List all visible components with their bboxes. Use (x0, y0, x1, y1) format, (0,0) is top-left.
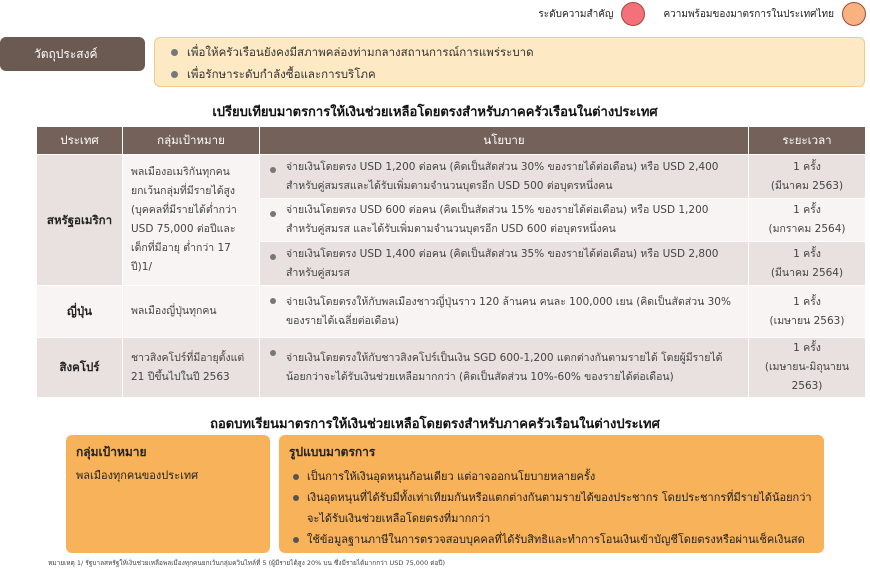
lesson-form-box (279, 435, 824, 553)
comparison-table (36, 126, 866, 398)
period-japan (749, 286, 866, 338)
importance-label: ระดับความสำคัญ (538, 8, 614, 20)
readiness-label: ความพร้อมของมาตรการในประเทศไทย (663, 8, 834, 20)
footnote: หมายเหตุ 1/ รัฐบาลสหรัฐให้เงินช่วยเหลือพลเมืองทุกคนยกเว้นกลุ่มควินไทล์ที่ 5 (ผู้มีรายได้สูง 20% บน ซึ่งมีรายได้มากกว่า USD 75,000 ต่อปี) (48, 559, 446, 567)
table-row (37, 155, 866, 199)
country-japan: ญี่ปุ่น (37, 286, 123, 338)
period-line: 1 ครั้ง (793, 247, 821, 260)
objective-tag: วัตถุประสงค์ (0, 37, 145, 71)
policy-us-1: จ่ายเงินโดยตรง USD 1,200 ต่อคน (คิดเป็นสัดส่วน 30% ของรายได้ต่อเดือน) หรือ USD 2,400 สำหรับคู่สมรสและได้รับเพิ่มตามจำนวนบุตรอีก USD 500 ต่อบุตรหนึ่งคน (260, 155, 749, 199)
lesson-form-item: ใช้ข้อมูลฐานภาษีในการตรวจสอบบุคคลที่ได้รับสิทธิและทำการโอนเงินเข้าบัญชีโดยตรงหรือผ่านเช็คเงินสด (289, 529, 814, 550)
period-line: 1 ครั้ง (793, 204, 821, 216)
period-line: (เมษายน 2563) (769, 314, 845, 327)
period-line: 1 ครั้ง (793, 160, 821, 173)
period-line: (มกราคม 2564) (768, 223, 846, 235)
period-line: 1 ครั้ง (793, 295, 821, 308)
comparison-title: เปรียบเทียบมาตรการให้เงินช่วยเหลือโดยตรงสำหรับภาคครัวเรือนในต่างประเทศ (212, 105, 658, 120)
header-policy: นโยบาย (260, 127, 749, 155)
period-singapore (749, 338, 866, 398)
target-us: พลเมืองอเมริกันทุกคน ยกเว้นกลุ่มที่มีรายได้สูง (บุคคลที่มีรายได้ต่ำกว่า USD 75,000 ต่อปีและเด็กที่มีอายุ ต่ำกว่า 17 ปี)1/ (123, 155, 260, 286)
country-us: สหรัฐอเมริกา (37, 155, 123, 286)
legend (538, 2, 866, 26)
table-row (37, 338, 866, 398)
objective-item: เพื่อให้ครัวเรือนยังคงมีสภาพคล่องท่ามกลางสถานการณ์การแพร่ระบาด (169, 41, 850, 63)
lesson-form-item: เป็นการให้เงินอุดหนุนก้อนเดียว แต่อาจออกนโยบายหลายครั้ง (289, 466, 814, 487)
lesson-target-text: พลเมืองทุกคนของประเทศ (76, 469, 199, 482)
target-japan: พลเมืองญี่ปุ่นทุกคน (123, 286, 260, 338)
period-us-1 (749, 155, 866, 199)
lessons-title: ถอดบทเรียนมาตรการให้เงินช่วยเหลือโดยตรงสำหรับภาคครัวเรือนในต่างประเทศ (210, 417, 660, 432)
policy-us-3: จ่ายเงินโดยตรง USD 1,400 ต่อคน (คิดเป็นสัดส่วน 35% ของรายได้ต่อเดือน) หรือ USD 2,800 สำหรับคู่สมรส (260, 242, 749, 286)
header-period: ระยะเวลา (749, 127, 866, 155)
lesson-target-box (66, 435, 270, 553)
header-country: ประเทศ (37, 127, 123, 155)
period-line: 1 ครั้ง (793, 342, 821, 354)
lesson-target-head: กลุ่มเป้าหมาย (76, 445, 147, 459)
period-line: (มีนาคม 2564) (770, 266, 844, 279)
objective-item: เพื่อรักษาระดับกำลังซื้อและการบริโภค (169, 63, 850, 85)
lesson-form-item: เงินอุดหนุนที่ได้รับมีทั้งเท่าเทียมกันหรือแตกต่างกันตามรายได้ของประชากร โดยประชากรที่มีรายได้น้อยกว่าจะได้รับเงินช่วยเหลือโดยตรงที่มากกว่า (289, 487, 814, 529)
policy-singapore: จ่ายเงินโดยตรงให้กับชาวสิงคโปร์เป็นเงิน SGD 600-1,200 แตกต่างกันตามรายได้ โดยผู้มีรายได้น้อยกว่าจะได้รับเงินช่วยเหลือมากกว่า (คิดเป็นสัดส่วน 10%-60% ของรายได้ต่อเดือน) (260, 338, 749, 398)
period-line: (เมษายน-มิถุนายน (764, 361, 850, 373)
lesson-form-head: รูปแบบมาตรการ (289, 445, 376, 459)
country-singapore: สิงคโปร์ (37, 338, 123, 398)
target-singapore: ชาวสิงคโปร์ที่มีอายุตั้งแต่ 21 ปีขึ้นไปในปี 2563 (123, 338, 260, 398)
importance-dot (621, 2, 645, 26)
readiness-dot (842, 2, 866, 26)
header-target: กลุ่มเป้าหมาย (123, 127, 260, 155)
policy-japan: จ่ายเงินโดยตรงให้กับพลเมืองชาวญี่ปุ่นราว 120 ล้านคน คนละ 100,000 เยน (คิดเป็นสัดส่วน 30% ของรายได้เฉลี่ยต่อเดือน) (260, 286, 749, 338)
policy-us-2: จ่ายเงินโดยตรง USD 600 ต่อคน (คิดเป็นสัดส่วน 15% ของรายได้ต่อเดือน) หรือ USD 1,200 สำหรับคู่สมรส และได้รับเพิ่มตามจำนวนบุตรอีก USD 600 ต่อบุตรหนึ่งคน (260, 199, 749, 242)
table-row (37, 286, 866, 338)
period-us-3 (749, 242, 866, 286)
period-line: 2563) (791, 380, 823, 392)
objective-box (154, 37, 865, 87)
period-line: (มีนาคม 2563) (770, 179, 844, 192)
period-us-2 (749, 199, 866, 242)
